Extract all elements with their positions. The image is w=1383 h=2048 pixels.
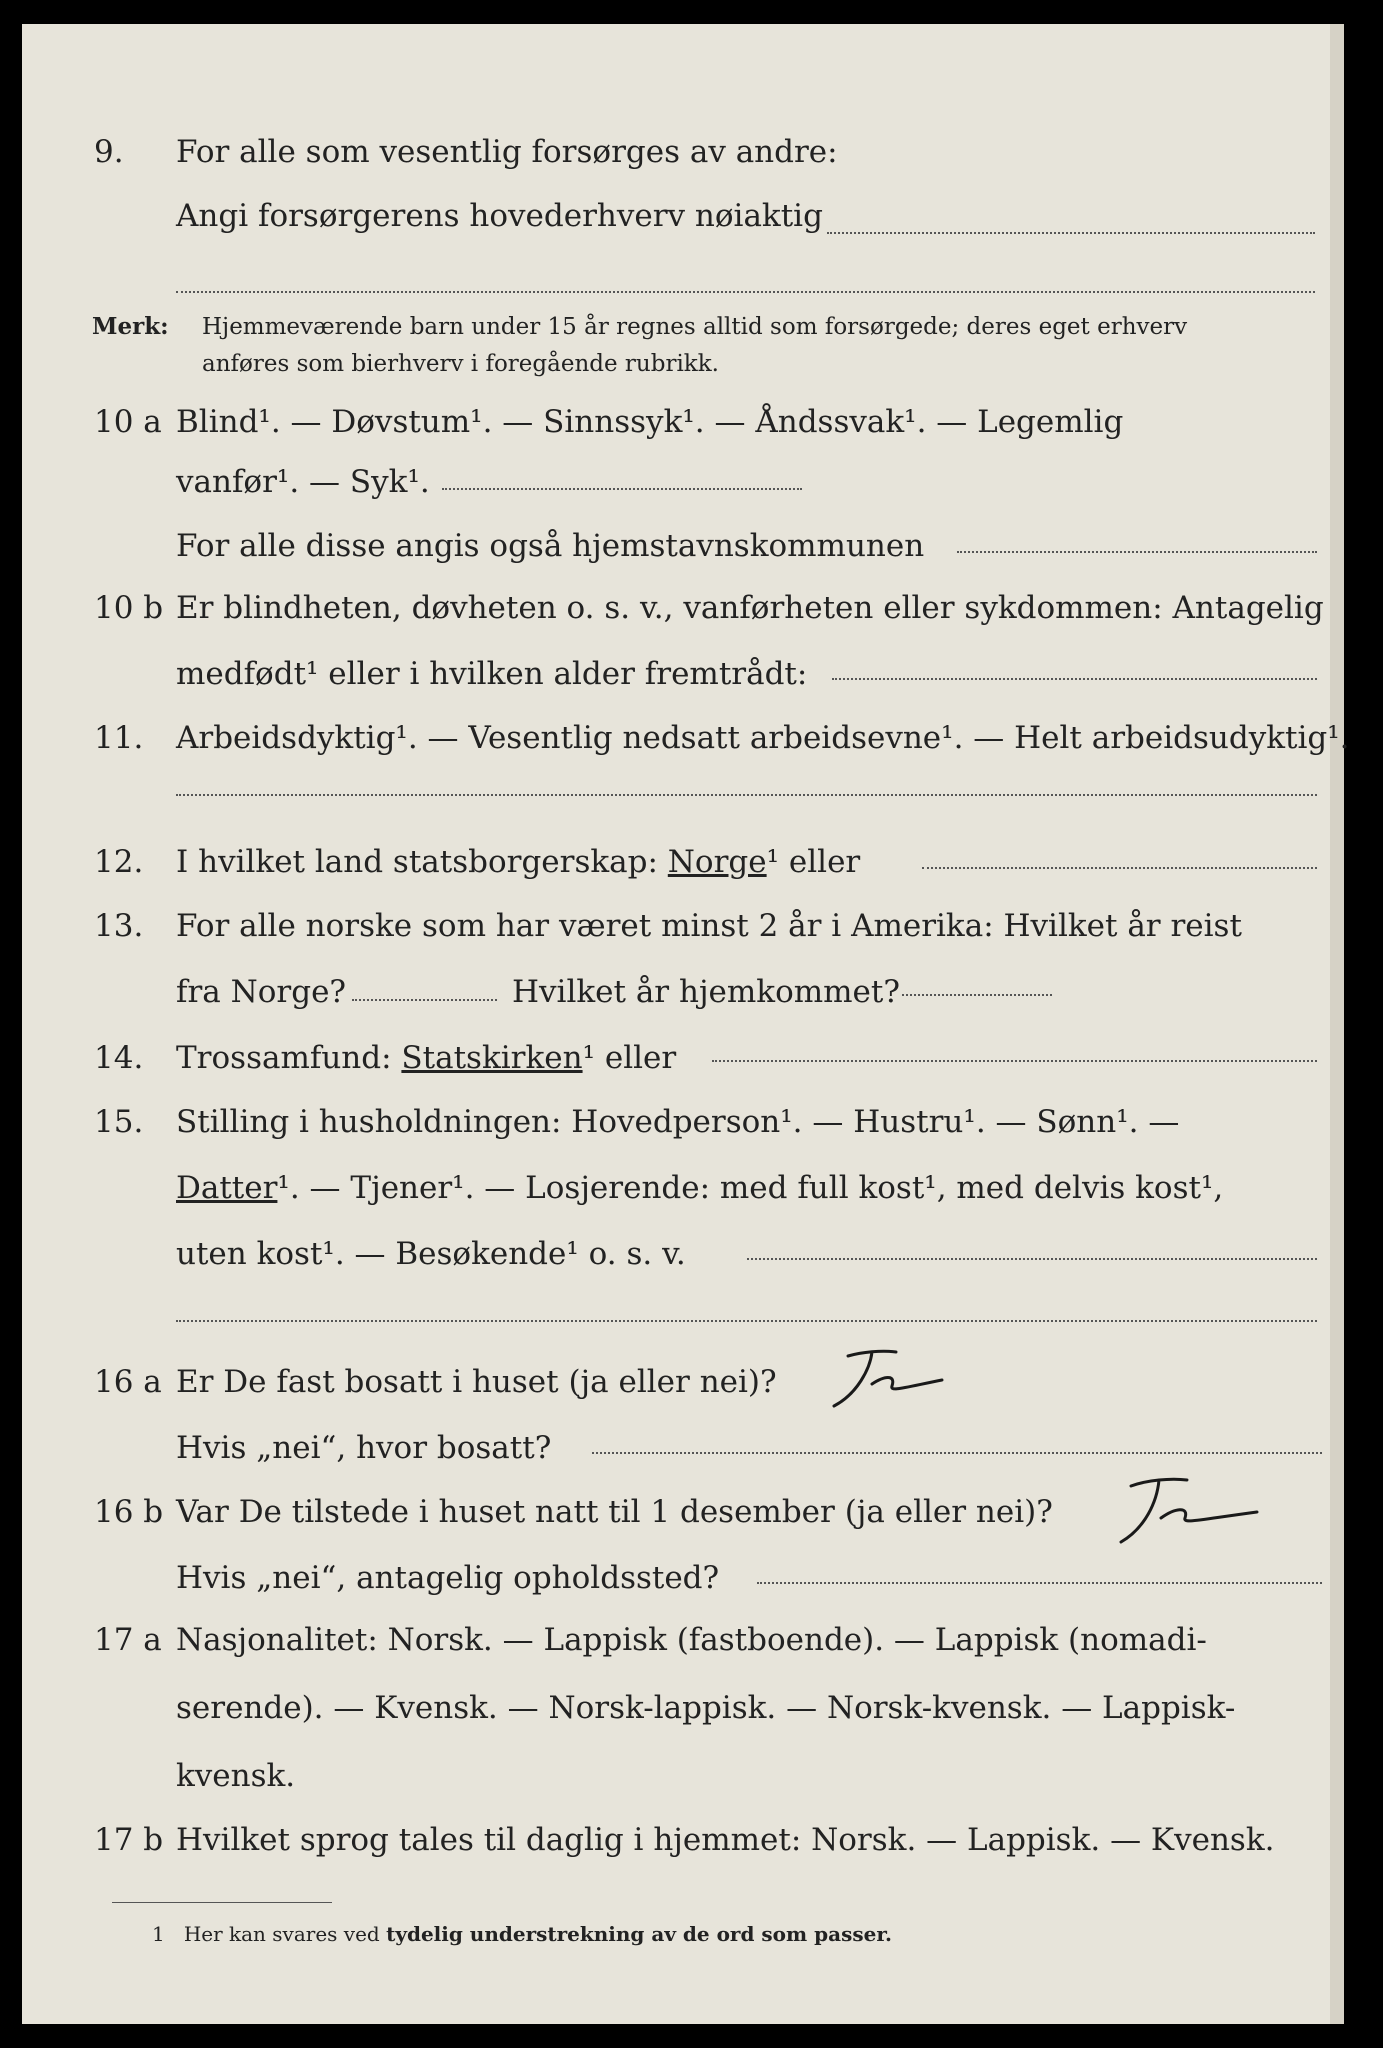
q16b-text-2: Hvis „nei“, antagelig opholdssted? — [176, 1560, 720, 1596]
q10b-text-1: Er blindheten, døvheten o. s. v., vanførheten eller sykdommen: Antagelig — [176, 590, 1324, 626]
q14-question: Trossamfund: — [176, 1040, 392, 1076]
q10a-text-3: For alle disse angis også hjemstavnskommunen — [176, 528, 925, 564]
q10a-text-2: vanfør¹. — Syk¹. — [176, 464, 430, 500]
footnote-text: Her kan svares ved — [183, 1922, 380, 1946]
q12-question: I hvilket land statsborgerskap: — [176, 844, 658, 880]
footnote-bold-text: tydelig understrekning av de ord som passer. — [386, 1922, 892, 1946]
q10a-home-line[interactable] — [957, 551, 1317, 553]
q13-text-1: For alle norske som har været minst 2 år i Amerika: Hvilket år reist — [176, 908, 1242, 944]
q13-number: 13. — [94, 908, 144, 944]
q14-post: ¹ eller — [582, 1040, 677, 1076]
page-edge — [1330, 24, 1344, 2024]
q10a-text-1: Blind¹. — Døvstum¹. — Sinnssyk¹. — Åndssvak¹. — Legemlig — [176, 404, 1124, 440]
q9-text-1: For alle som vesentlig forsørges av andre: — [176, 134, 838, 170]
q15-text-1: Stilling i husholdningen: Hovedperson¹. — Hustru¹. — Sønn¹. — — [176, 1104, 1180, 1140]
q13-text-2a: fra Norge? — [176, 974, 347, 1010]
q16a-text-2: Hvis „nei“, hvor bosatt? — [176, 1430, 552, 1466]
q15-text-2 — [176, 1168, 1223, 1208]
q12-norge: Norge — [667, 844, 767, 880]
q16a-number: 16 a — [94, 1364, 162, 1400]
q14-number: 14. — [94, 1040, 144, 1076]
q15-text-2-rest: ¹. — Tjener¹. — Losjerende: med full kost¹, med delvis kost¹, — [277, 1170, 1224, 1206]
q16b-number: 16 b — [94, 1494, 164, 1530]
census-form-page — [22, 24, 1350, 2024]
footnote-rule — [112, 1902, 332, 1903]
q15-text-3: uten kost¹. — Besøkende¹ o. s. v. — [176, 1236, 686, 1272]
q15-answer-line-2[interactable] — [176, 1320, 1317, 1322]
footnote — [152, 1922, 892, 1946]
merk-label: Merk: — [92, 313, 169, 340]
q14-answer-line[interactable] — [712, 1060, 1317, 1062]
q12-text — [176, 842, 860, 882]
q16a-answer-line[interactable] — [592, 1452, 1322, 1454]
q10b-answer-line[interactable] — [832, 678, 1317, 680]
q10a-answer-line[interactable] — [442, 488, 802, 490]
footnote-mark: 1 — [152, 1922, 165, 1946]
q14-text — [176, 1038, 676, 1078]
q16b-answer-line[interactable] — [757, 1582, 1322, 1584]
q17b-text-1: Hvilket sprog tales til daglig i hjemmet: Norsk. — Lappisk. — Kvensk. — [176, 1822, 1275, 1858]
q17b-number: 17 b — [94, 1822, 164, 1858]
q13-text-2b: Hvilket år hjemkommet? — [512, 974, 900, 1010]
q16b-handwritten-ja — [1097, 1472, 1297, 1552]
q16a-text-1: Er De fast bosatt i huset (ja eller nei)? — [176, 1364, 777, 1400]
q15-answer-line[interactable] — [747, 1258, 1317, 1260]
q9-text-2: Angi forsørgerens hovederhverv nøiaktig — [176, 198, 823, 234]
q15-datter: Datter — [176, 1170, 278, 1206]
q11-number: 11. — [94, 720, 144, 756]
q11-answer-line[interactable] — [176, 794, 1317, 796]
q12-answer-line[interactable] — [922, 867, 1317, 869]
q10a-number: 10 a — [94, 404, 162, 440]
q12-post: ¹ eller — [766, 844, 861, 880]
q13-year-left-line[interactable] — [352, 999, 497, 1001]
merk-text-2: anføres som bierhverv i foregående rubrikk. — [202, 351, 719, 377]
q9-number: 9. — [94, 134, 124, 170]
q14-statskirken: Statskirken — [401, 1040, 583, 1076]
q16a-handwritten-ja — [812, 1344, 992, 1414]
q10b-number: 10 b — [94, 590, 164, 626]
q9-answer-line[interactable] — [827, 232, 1315, 234]
q9-answer-line-2[interactable] — [176, 291, 1315, 293]
q17a-text-2: serende). — Kvensk. — Norsk-lappisk. — Norsk-kvensk. — Lappisk- — [176, 1690, 1236, 1726]
q11-text-1: Arbeidsdyktig¹. — Vesentlig nedsatt arbeidsevne¹. — Helt arbeidsudyktig¹. — [176, 720, 1350, 756]
q17a-number: 17 a — [94, 1622, 162, 1658]
q10b-text-2: medfødt¹ eller i hvilken alder fremtrådt: — [176, 656, 808, 692]
q17a-text-1: Nasjonalitet: Norsk. — Lappisk (fastboende). — Lappisk (nomadi- — [176, 1622, 1207, 1658]
q12-number: 12. — [94, 844, 144, 880]
q16b-text-1: Var De tilstede i huset natt til 1 desember (ja eller nei)? — [176, 1494, 1053, 1530]
q17a-text-3: kvensk. — [176, 1758, 296, 1794]
merk-text-1: Hjemmeværende barn under 15 år regnes alltid som forsørgede; deres eget erhverv — [202, 314, 1188, 340]
q15-number: 15. — [94, 1104, 144, 1140]
q13-year-home-line[interactable] — [902, 994, 1052, 996]
